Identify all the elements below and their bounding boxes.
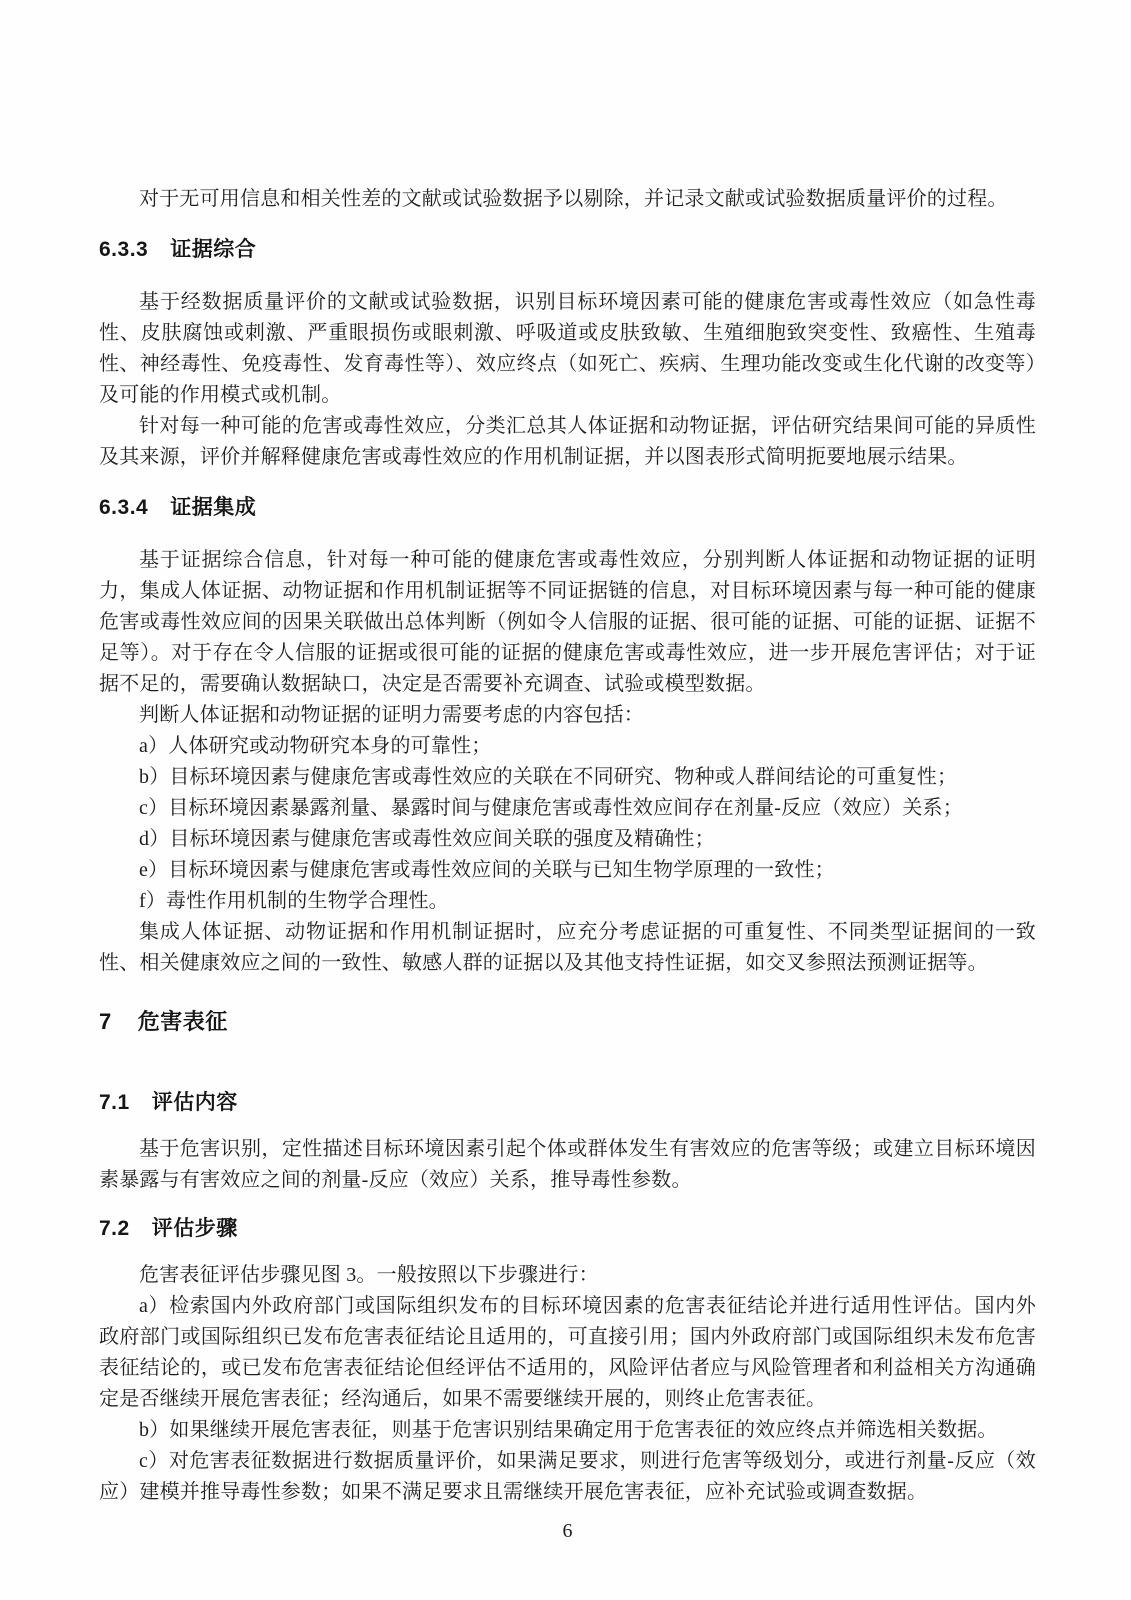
heading-chapter-7 [99, 1005, 1036, 1036]
heading-section-6-3-3 [99, 233, 1036, 263]
paragraph-evidence-integration: 基于证据综合信息，针对每一种可能的健康危害或毒性效应，分别判断人体证据和动物证据的证明力，集成人体证据、动物证据和作用机制证据等不同证据链的信息，对目标环境因素与每一种可能的健康危害或毒性效应间的因果关联做出总体判断（例如令人信服的证据、很可能的证据、可能的证据、证据不足等）。对于存在令人信服的证据或很可能的证据的健康危害或毒性效应，进一步开展危害评估；对于证据不足的，需要确认数据缺口，决定是否需要补充调查、试验或模型数据。 [99, 549, 1036, 695]
paragraph-step-b: b）如果继续开展危害表征，则基于危害识别结果确定用于危害表征的效应终点并筛选相关数据。 [139, 1419, 998, 1441]
heading-number: 7.2 [99, 1217, 130, 1240]
considerations-list [99, 731, 1036, 917]
heading-title: 评估内容 [151, 1091, 238, 1114]
heading-title: 评估步骤 [151, 1217, 238, 1240]
list-lead-in-weight-of-evidence: 判断人体证据和动物证据的证明力需要考虑的内容包括： [139, 704, 644, 726]
paragraph-evidence-synthesis-2: 针对每一种可能的危害或毒性效应，分类汇总其人体证据和动物证据，评估研究结果间可能的异质性及其来源，评价并解释健康危害或毒性效应的作用机制证据，并以图表形式简明扼要地展示结果。 [99, 415, 1036, 468]
document-content [99, 184, 1036, 1543]
paragraph-step-c: c）对危害表征数据进行数据质量评价，如果满足要求，则进行危害等级划分，或进行剂量-反应（效应）建模并推导毒性参数；如果不满足要求且需继续开展危害表征，应补充试验或调查数据。 [99, 1450, 1036, 1503]
heading-number: 7.1 [99, 1091, 130, 1114]
paragraph-assessment-content: 基于危害识别，定性描述目标环境因素引起个体或群体发生有害效应的危害等级；或建立目标环境因素暴露与有害效应之间的剂量-反应（效应）关系，推导毒性参数。 [99, 1138, 1036, 1191]
paragraph-evidence-synthesis-1: 基于经数据质量评价的文献或试验数据，识别目标环境因素可能的健康危害或毒性效应（如急性毒性、皮肤腐蚀或刺激、严重眼损伤或眼刺激、呼吸道或皮肤致敏、生殖细胞致突变性、致癌性、生殖毒性、神经毒性、免疫毒性、发育毒性等）、效应终点（如死亡、疾病、生理功能改变或生化代谢的改变等）及可能的作用模式或机制。 [99, 291, 1036, 406]
heading-number: 6.3.3 [99, 238, 149, 261]
list-item-consideration-f: f）毒性作用机制的生物学合理性。 [139, 890, 449, 912]
paragraph-integration-closing: 集成人体证据、动物证据和作用机制证据时，应充分考虑证据的可重复性、不同类型证据间的一致性、相关健康效应之间的一致性、敏感人群的证据以及其他支持性证据，如交叉参照法预测证据等。 [99, 921, 1036, 974]
heading-number: 7 [99, 1009, 112, 1034]
list-item-consideration-d: d）目标环境因素与健康危害或毒性效应间关联的强度及精确性； [139, 828, 715, 850]
heading-title: 危害表征 [137, 1009, 228, 1034]
heading-number: 6.3.4 [99, 496, 149, 519]
page-footer [99, 1520, 1036, 1543]
list-item-consideration-b: b）目标环境因素与健康危害或毒性效应的关联在不同研究、物种或人群间结论的可重复性； [139, 766, 958, 788]
heading-section-7-2 [99, 1212, 1036, 1242]
heading-section-6-3-4 [99, 491, 1036, 521]
steps-list [99, 1291, 1036, 1508]
heading-section-7-1 [99, 1086, 1036, 1116]
list-item-consideration-e: e）目标环境因素与健康危害或毒性效应间的关联与已知生物学原理的一致性； [139, 859, 835, 881]
page-number: 6 [562, 1520, 573, 1542]
paragraph-step-a: a）检索国内外政府部门或国际组织发布的目标环境因素的危害表征结论并进行适用性评估。国内外政府部门或国际组织已发布危害表征结论且适用的，可直接引用；国内外政府部门或国际组织未发布危害表征结论的，或已发布危害表征结论但经评估不适用的，风险评估者应与风险管理者和利益相关方沟通确定是否继续开展危害表征；经沟通后，如果不需要继续开展的，则终止危害表征。 [99, 1295, 1036, 1410]
list-item-consideration-c: c）目标环境因素暴露剂量、暴露时间与健康危害或毒性效应间存在剂量-反应（效应）关系； [139, 797, 963, 819]
heading-title: 证据综合 [170, 238, 257, 261]
paragraph-steps-lead-in: 危害表征评估步骤见图 3。一般按照以下步骤进行： [139, 1264, 599, 1286]
paragraph-record-removal: 对于无可用信息和相关性差的文献或试验数据予以剔除，并记录文献或试验数据质量评价的过程。 [139, 188, 1008, 210]
heading-title: 证据集成 [170, 496, 257, 519]
list-item-consideration-a: a）人体研究或动物研究本身的可靠性； [139, 735, 492, 757]
